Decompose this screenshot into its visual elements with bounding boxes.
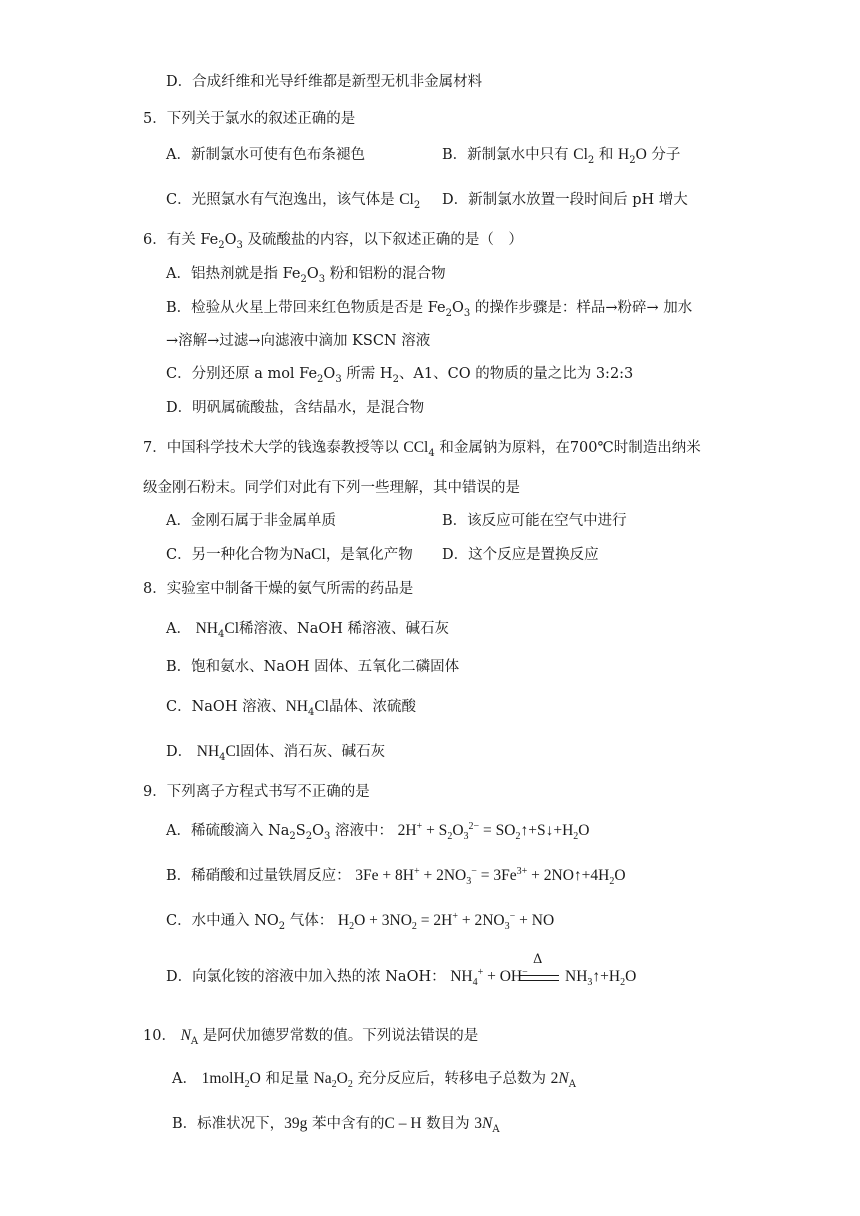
q6-option-a: A．铝热剂就是指 $Fe_2O_3$ 粉和铝粉的混合物 [166, 266, 446, 285]
q6-option-b-line1: B．检验从火星上带回来红色物质是否是 $Fe_2O_3$ 的操作步骤是：样品→粉碎→ 加水 [166, 300, 693, 319]
q9-option-d-products: $NH_3↑+H_2O$ [565, 968, 637, 989]
q8-option-b: B．饱和氨水、NaOH 固体、五氧化二磷固体 [166, 659, 460, 675]
q5-option-c: C．光照氯水有气泡逸出，该气体是 $Cl_2$ [166, 191, 421, 211]
q9-option-c: C．水中通入 $NO_2$ 气体： $H_2O + 3NO_2 = 2H^+ + 2NO_3^-$ + NO [166, 910, 555, 933]
q6-option-c: C．分别还原 a mol $Fe_2O_3$ 所需 $H_2$、A1、CO 的物质的量之比为 3:2:3 [166, 366, 634, 385]
q7-stem-line2: 级金刚石粉末。同学们对此有下列一些理解，其中错误的是 [143, 480, 520, 496]
q5-option-a: A．新制氯水可使有色布条褪色 [166, 147, 365, 163]
q6-option-d: D．明矾属硫酸盐，含结晶水，是混合物 [166, 400, 425, 416]
q6-stem: 6．有关 $Fe_2O_3$ 及硫酸盐的内容，以下叙述正确的是（ ） [143, 232, 523, 251]
q10-stem: 10． $N_A$ 是阿伏加德罗常数的值。下列说法错误的是 [143, 1027, 479, 1047]
q4-option-d: D．合成纤维和光导纤维都是新型无机非金属材料 [166, 74, 483, 90]
q8-option-c: C．NaOH 溶液、$NH_4Cl$晶体、浓硫酸 [166, 698, 416, 718]
q10-option-a: A． 1molH$_2$O 和足量 $Na_2O_2$ 充分反应后，转移电子总数为 $2N_A$ [172, 1070, 576, 1091]
heat-delta-symbol: Δ [533, 952, 543, 967]
q7-option-c: C．另一种化合物为NaCl，是氧化产物 [166, 546, 413, 563]
q6-option-b-line2: →溶解→过滤→向滤液中滴加 KSCN 溶液 [166, 333, 431, 349]
q5-option-b: B．新制氯水中只有 $Cl_2$ 和 $H_2O$ 分子 [442, 146, 681, 166]
q8-option-d: D． $NH_4Cl$固体、消石灰、碱石灰 [166, 743, 386, 763]
q7-option-b: B．该反应可能在空气中进行 [442, 513, 627, 529]
q7-option-d: D．这个反应是置换反应 [442, 547, 599, 563]
q8-option-a: A． $NH_4Cl$稀溶液、NaOH 稀溶液、碱石灰 [166, 620, 449, 640]
q9-option-b: B．稀硝酸和过量铁屑反应： $3Fe + 8H^+ + 2NO_3^- = 3Fe^{3+}$ + $2NO↑+4H_2O$ [166, 865, 626, 888]
q8-stem: 8．实验室中制备干燥的氨气所需的药品是 [143, 581, 414, 597]
q5-stem: 5．下列关于氯水的叙述正确的是 [143, 111, 356, 127]
q5-option-d: D．新制氯水放置一段时间后 pH 增大 [442, 192, 688, 208]
q9-stem: 9．下列离子方程式书写不正确的是 [143, 784, 370, 800]
q9-option-d: D．向氯化铵的溶液中加入热的浓 NaOH： $NH_4^+ + OH^-$ [166, 966, 528, 989]
q10-option-b: B．标准状况下，39g 苯中含有的C – H 数目为 $3N_A$ [172, 1115, 500, 1135]
q9-option-a: A．稀硫酸滴入 $Na_2S_2O_3$ 溶液中： $2H^+ + S_2O_3^{2-}$ = $SO_2↑+S↓+H_2O$ [166, 820, 590, 843]
q7-option-a: A．金刚石属于非金属单质 [166, 513, 336, 529]
q7-stem-line1: 7．中国科学技术大学的钱逸泰教授等以 CCl$_4$ 和金属钠为原料，在700℃时制造出纳米 [143, 439, 701, 459]
equal-sign-bar [519, 975, 559, 981]
